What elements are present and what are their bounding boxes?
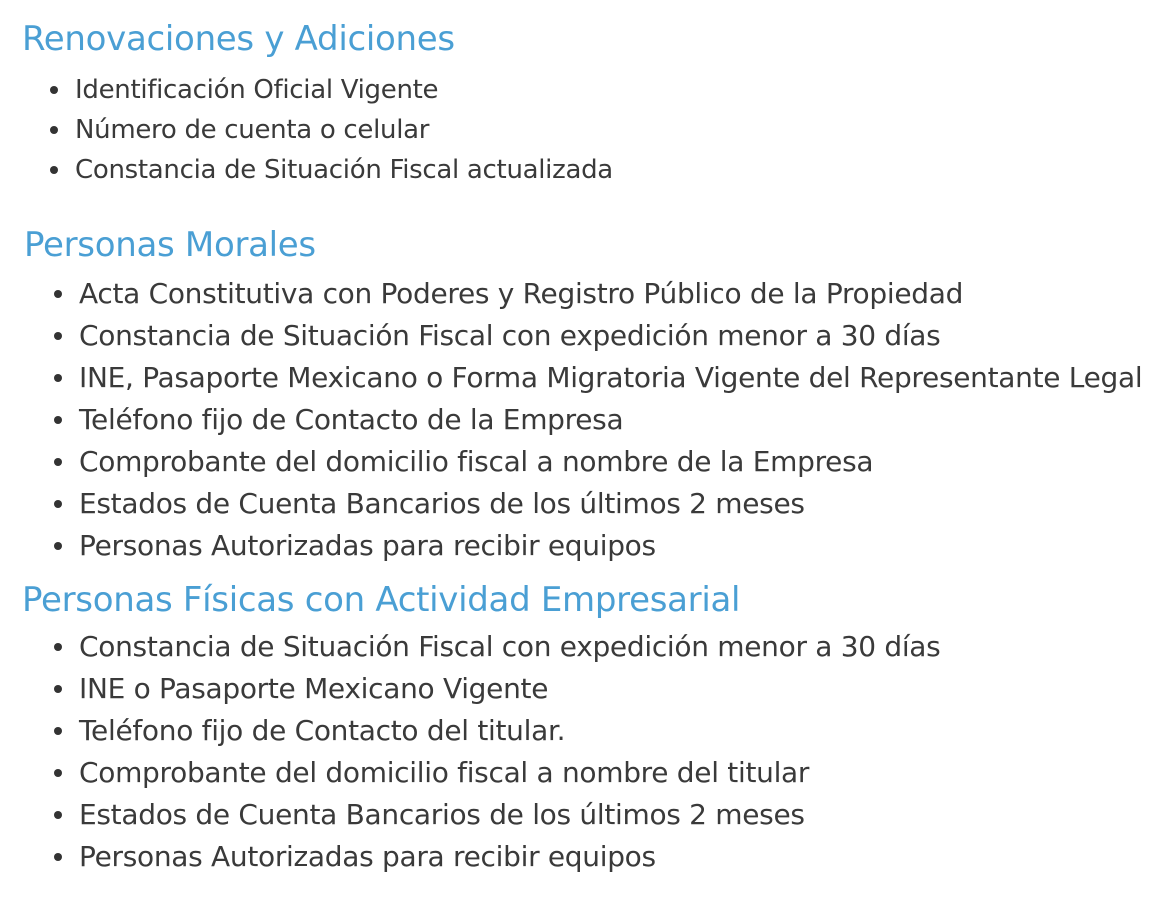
section-heading: Renovaciones y Adiciones bbox=[22, 19, 455, 59]
bullet-icon bbox=[54, 290, 62, 298]
list-item-text: INE o Pasaporte Mexicano Vigente bbox=[79, 672, 549, 705]
list-item bbox=[0, 70, 1162, 110]
list-item bbox=[0, 525, 1162, 567]
bullet-icon bbox=[54, 811, 62, 819]
bullet-icon bbox=[54, 416, 62, 424]
list-item bbox=[0, 110, 1162, 150]
list-item-text: Comprobante del domicilio fiscal a nombre del titular bbox=[79, 756, 810, 789]
bullet-icon bbox=[54, 542, 62, 550]
list-item-text: Teléfono fijo de Contacto de la Empresa bbox=[79, 403, 624, 436]
list-item-text: Identificación Oficial Vigente bbox=[75, 75, 439, 105]
bullet-icon bbox=[54, 458, 62, 466]
list-item bbox=[0, 150, 1162, 190]
list-item bbox=[0, 668, 1162, 710]
list-item bbox=[0, 483, 1162, 525]
list-item-text: Teléfono fijo de Contacto del titular. bbox=[79, 714, 566, 747]
list-item bbox=[0, 710, 1162, 752]
requirements-list bbox=[0, 70, 1162, 190]
bullet-icon bbox=[50, 166, 58, 174]
list-item bbox=[0, 794, 1162, 836]
section-renovaciones-y-adiciones bbox=[0, 16, 1162, 190]
bullet-icon bbox=[54, 374, 62, 382]
bullet-icon bbox=[54, 643, 62, 651]
list-item-text: Estados de Cuenta Bancarios de los últimos 2 meses bbox=[79, 798, 805, 831]
list-item bbox=[0, 357, 1162, 399]
section-heading: Personas Físicas con Actividad Empresarial bbox=[22, 580, 741, 620]
requirements-list bbox=[0, 626, 1162, 878]
bullet-icon bbox=[50, 86, 58, 94]
section-personas-morales bbox=[0, 222, 1162, 567]
bullet-icon bbox=[54, 332, 62, 340]
list-item-text: Constancia de Situación Fiscal con expedición menor a 30 días bbox=[79, 319, 941, 352]
list-item-text: INE, Pasaporte Mexicano o Forma Migratoria Vigente del Representante Legal bbox=[79, 361, 1143, 394]
list-item bbox=[0, 752, 1162, 794]
list-item-text: Constancia de Situación Fiscal con expedición menor a 30 días bbox=[79, 630, 941, 663]
list-item-text: Constancia de Situación Fiscal actualizada bbox=[75, 155, 613, 185]
list-item-text: Personas Autorizadas para recibir equipos bbox=[79, 529, 656, 562]
list-item bbox=[0, 836, 1162, 878]
list-item-text: Acta Constitutiva con Poderes y Registro Público de la Propiedad bbox=[79, 277, 964, 310]
bullet-icon bbox=[54, 500, 62, 508]
list-item-text: Personas Autorizadas para recibir equipos bbox=[79, 840, 656, 873]
list-item bbox=[0, 315, 1162, 357]
list-item-text: Comprobante del domicilio fiscal a nombre de la Empresa bbox=[79, 445, 874, 478]
bullet-icon bbox=[54, 727, 62, 735]
section-personas-fisicas bbox=[0, 577, 1162, 878]
list-item bbox=[0, 273, 1162, 315]
list-item bbox=[0, 626, 1162, 668]
list-item bbox=[0, 441, 1162, 483]
list-item-text: Número de cuenta o celular bbox=[75, 115, 430, 145]
requirements-list bbox=[0, 273, 1162, 567]
section-heading: Personas Morales bbox=[24, 225, 316, 265]
bullet-icon bbox=[50, 126, 58, 134]
bullet-icon bbox=[54, 853, 62, 861]
list-item bbox=[0, 399, 1162, 441]
list-item-text: Estados de Cuenta Bancarios de los últimos 2 meses bbox=[79, 487, 805, 520]
bullet-icon bbox=[54, 685, 62, 693]
bullet-icon bbox=[54, 769, 62, 777]
